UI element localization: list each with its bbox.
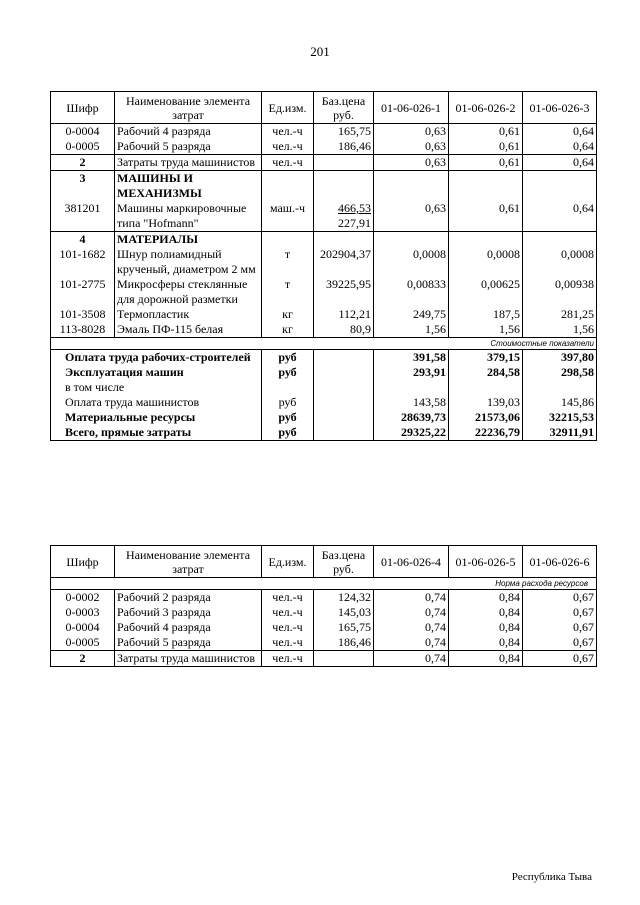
header-code: Шифр (51, 92, 115, 124)
row-unit: кг (262, 322, 314, 338)
row-value: 0,67 (523, 620, 597, 635)
summary-value: 32215,53 (523, 410, 597, 425)
row-value: 0,0008 (523, 247, 597, 277)
row-code: 101-1682 (51, 247, 115, 277)
row-value: 249,75 (374, 307, 449, 322)
row-value (374, 171, 449, 202)
summary-value (449, 380, 523, 395)
price-numerator: 466,53 (338, 201, 371, 215)
header-col: 01-06-026-4 (374, 546, 449, 578)
summary-value: 391,58 (374, 350, 449, 366)
summary-value: 293,91 (374, 365, 449, 380)
table-header (51, 546, 597, 578)
row-code: 0-0002 (51, 590, 115, 606)
row-name: Рабочий 3 разряда (115, 605, 262, 620)
header-col: 01-06-026-1 (374, 92, 449, 124)
row-value: 0,74 (374, 651, 449, 667)
row-unit: чел.-ч (262, 124, 314, 140)
summary-value: 284,58 (449, 365, 523, 380)
row-value: 0,63 (374, 201, 449, 232)
norm-label: Норма расхода ресурсов (51, 578, 597, 590)
row-unit: чел.-ч (262, 651, 314, 667)
row-price (314, 232, 374, 248)
row-unit: чел.-ч (262, 590, 314, 606)
table-header (51, 92, 597, 124)
spacer-cell (51, 338, 374, 350)
row-value: 0,67 (523, 590, 597, 606)
table-row (51, 590, 597, 606)
row-value: 0,0008 (449, 247, 523, 277)
row-code: 2 (51, 155, 115, 171)
header-col: 01-06-026-6 (523, 546, 597, 578)
row-code: 3 (51, 171, 115, 202)
row-value: 281,25 (523, 307, 597, 322)
summary-unit (262, 380, 314, 395)
summary-value: 397,80 (523, 350, 597, 366)
summary-price (314, 395, 374, 410)
row-name: Затраты труда машинистов (115, 155, 262, 171)
summary-value (523, 380, 597, 395)
table-row (51, 651, 597, 667)
header-name: Наименование элемента затрат (115, 546, 262, 578)
row-price: 80,9 (314, 322, 374, 338)
row-value (374, 232, 449, 248)
row-value: 0,74 (374, 620, 449, 635)
table-row (51, 155, 597, 171)
table-row (51, 247, 597, 277)
row-value: 0,63 (374, 155, 449, 171)
summary-price (314, 410, 374, 425)
row-name: Рабочий 2 разряда (115, 590, 262, 606)
row-value: 0,84 (449, 635, 523, 651)
row-value (523, 232, 597, 248)
row-value: 0,67 (523, 635, 597, 651)
row-code: 113-8028 (51, 322, 115, 338)
summary-price (314, 350, 374, 366)
row-value: 0,64 (523, 201, 597, 232)
table-row (51, 201, 597, 232)
row-price: 165,75 (314, 124, 374, 140)
header-col: 01-06-026-3 (523, 92, 597, 124)
row-value: 0,64 (523, 124, 597, 140)
row-price: 145,03 (314, 605, 374, 620)
row-name: Рабочий 5 разряда (115, 635, 262, 651)
summary-unit: руб (262, 365, 314, 380)
row-value: 0,84 (449, 620, 523, 635)
row-value: 0,61 (449, 155, 523, 171)
summary-value: 139,03 (449, 395, 523, 410)
summary-name: Всего, прямые затраты (51, 425, 262, 441)
summary-value: 21573,06 (449, 410, 523, 425)
row-unit: чел.-ч (262, 635, 314, 651)
row-unit: чел.-ч (262, 605, 314, 620)
summary-unit: руб (262, 425, 314, 441)
row-value: 1,56 (449, 322, 523, 338)
row-value: 0,74 (374, 635, 449, 651)
row-price (314, 651, 374, 667)
row-value: 0,0008 (374, 247, 449, 277)
summary-value: 379,15 (449, 350, 523, 366)
header-unit: Ед.изм. (262, 546, 314, 578)
summary-name: Материальные ресурсы (51, 410, 262, 425)
row-code: 0-0005 (51, 635, 115, 651)
table-row (51, 277, 597, 307)
table-row (51, 322, 597, 338)
table-row (51, 124, 597, 140)
row-value: 0,84 (449, 651, 523, 667)
summary-row (51, 350, 597, 366)
row-value: 0,63 (374, 139, 449, 155)
summary-value: 22236,79 (449, 425, 523, 441)
cost-indicators-label: Стоимостные показатели (374, 338, 597, 350)
row-value (523, 171, 597, 202)
row-value: 0,61 (449, 201, 523, 232)
summary-value: 143,58 (374, 395, 449, 410)
summary-row (51, 425, 597, 441)
footer-region: Республика Тыва (511, 871, 592, 883)
summary-unit: руб (262, 410, 314, 425)
row-unit: маш.-ч (262, 201, 314, 232)
row-name: Машины маркировочные типа "Hofmann" (115, 201, 262, 232)
row-price: 39225,95 (314, 277, 374, 307)
header-col: 01-06-026-2 (449, 92, 523, 124)
row-name: Рабочий 5 разряда (115, 139, 262, 155)
summary-name: Эксплуатация машин (51, 365, 262, 380)
header-price: Баз.цена руб. (314, 546, 374, 578)
row-name: Микросферы стеклянные для дорожной разметки (115, 277, 262, 307)
price-denominator: 227,91 (338, 216, 371, 230)
row-code: 0-0004 (51, 620, 115, 635)
row-value: 0,67 (523, 651, 597, 667)
row-code: 2 (51, 651, 115, 667)
row-name: МАТЕРИАЛЫ (115, 232, 262, 248)
summary-unit: руб (262, 350, 314, 366)
row-value: 0,67 (523, 605, 597, 620)
summary-value (374, 380, 449, 395)
table-row (51, 307, 597, 322)
row-name: Рабочий 4 разряда (115, 124, 262, 140)
row-name: Термопластик (115, 307, 262, 322)
row-name: Эмаль ПФ-115 белая (115, 322, 262, 338)
row-unit: кг (262, 307, 314, 322)
table-row (51, 635, 597, 651)
row-unit: чел.-ч (262, 139, 314, 155)
row-value: 0,00833 (374, 277, 449, 307)
row-value: 0,61 (449, 139, 523, 155)
summary-value: 28639,73 (374, 410, 449, 425)
row-unit (262, 171, 314, 202)
row-code: 0-0003 (51, 605, 115, 620)
summary-price (314, 380, 374, 395)
row-code: 4 (51, 232, 115, 248)
row-name: Рабочий 4 разряда (115, 620, 262, 635)
table-row (51, 605, 597, 620)
row-name: Затраты труда машинистов (115, 651, 262, 667)
row-unit: чел.-ч (262, 155, 314, 171)
row-value: 0,61 (449, 124, 523, 140)
header-price: Баз.цена руб. (314, 92, 374, 124)
resource-table-2 (50, 545, 597, 667)
table-row (51, 171, 597, 202)
row-price (314, 155, 374, 171)
cost-label-row (51, 338, 597, 350)
header-code: Шифр (51, 546, 115, 578)
summary-price (314, 425, 374, 441)
row-value: 0,00938 (523, 277, 597, 307)
row-price: 186,46 (314, 635, 374, 651)
resource-table-1 (50, 91, 597, 441)
row-price (314, 171, 374, 202)
summary-value: 298,58 (523, 365, 597, 380)
row-unit (262, 232, 314, 248)
row-value: 0,84 (449, 590, 523, 606)
row-name: Шнур полиамидный крученый, диаметром 2 мм (115, 247, 262, 277)
norm-label-row (51, 578, 597, 590)
table-row (51, 620, 597, 635)
summary-value: 145,86 (523, 395, 597, 410)
row-value: 0,84 (449, 605, 523, 620)
row-price: 112,21 (314, 307, 374, 322)
summary-name: Оплата труда рабочих-строителей (51, 350, 262, 366)
table-row (51, 232, 597, 248)
summary-price (314, 365, 374, 380)
summary-row (51, 395, 597, 410)
row-value: 0,74 (374, 605, 449, 620)
row-price: 165,75 (314, 620, 374, 635)
summary-value: 29325,22 (374, 425, 449, 441)
row-code: 0-0004 (51, 124, 115, 140)
row-value: 1,56 (374, 322, 449, 338)
row-price: 186,46 (314, 139, 374, 155)
row-price: 202904,37 (314, 247, 374, 277)
page-number: 201 (310, 44, 330, 59)
header-unit: Ед.изм. (262, 92, 314, 124)
table-row (51, 139, 597, 155)
row-value: 0,64 (523, 155, 597, 171)
summary-row (51, 410, 597, 425)
summary-unit: руб (262, 395, 314, 410)
row-value: 187,5 (449, 307, 523, 322)
row-unit: т (262, 277, 314, 307)
row-value: 0,00625 (449, 277, 523, 307)
summary-name: Оплата труда машинистов (51, 395, 262, 410)
summary-row (51, 365, 597, 380)
header-col: 01-06-026-5 (449, 546, 523, 578)
summary-name: в том числе (51, 380, 262, 395)
row-value (449, 171, 523, 202)
row-value (449, 232, 523, 248)
row-unit: чел.-ч (262, 620, 314, 635)
row-value: 0,74 (374, 590, 449, 606)
row-value: 0,64 (523, 139, 597, 155)
row-code: 101-2775 (51, 277, 115, 307)
row-value: 0,63 (374, 124, 449, 140)
row-code: 381201 (51, 201, 115, 232)
row-unit: т (262, 247, 314, 277)
row-value: 1,56 (523, 322, 597, 338)
row-price: 124,32 (314, 590, 374, 606)
row-code: 101-3508 (51, 307, 115, 322)
summary-row (51, 380, 597, 395)
header-name: Наименование элемента затрат (115, 92, 262, 124)
row-code: 0-0005 (51, 139, 115, 155)
row-name: МАШИНЫ И МЕХАНИЗМЫ (115, 171, 262, 202)
row-price (314, 201, 374, 232)
summary-value: 32911,91 (523, 425, 597, 441)
